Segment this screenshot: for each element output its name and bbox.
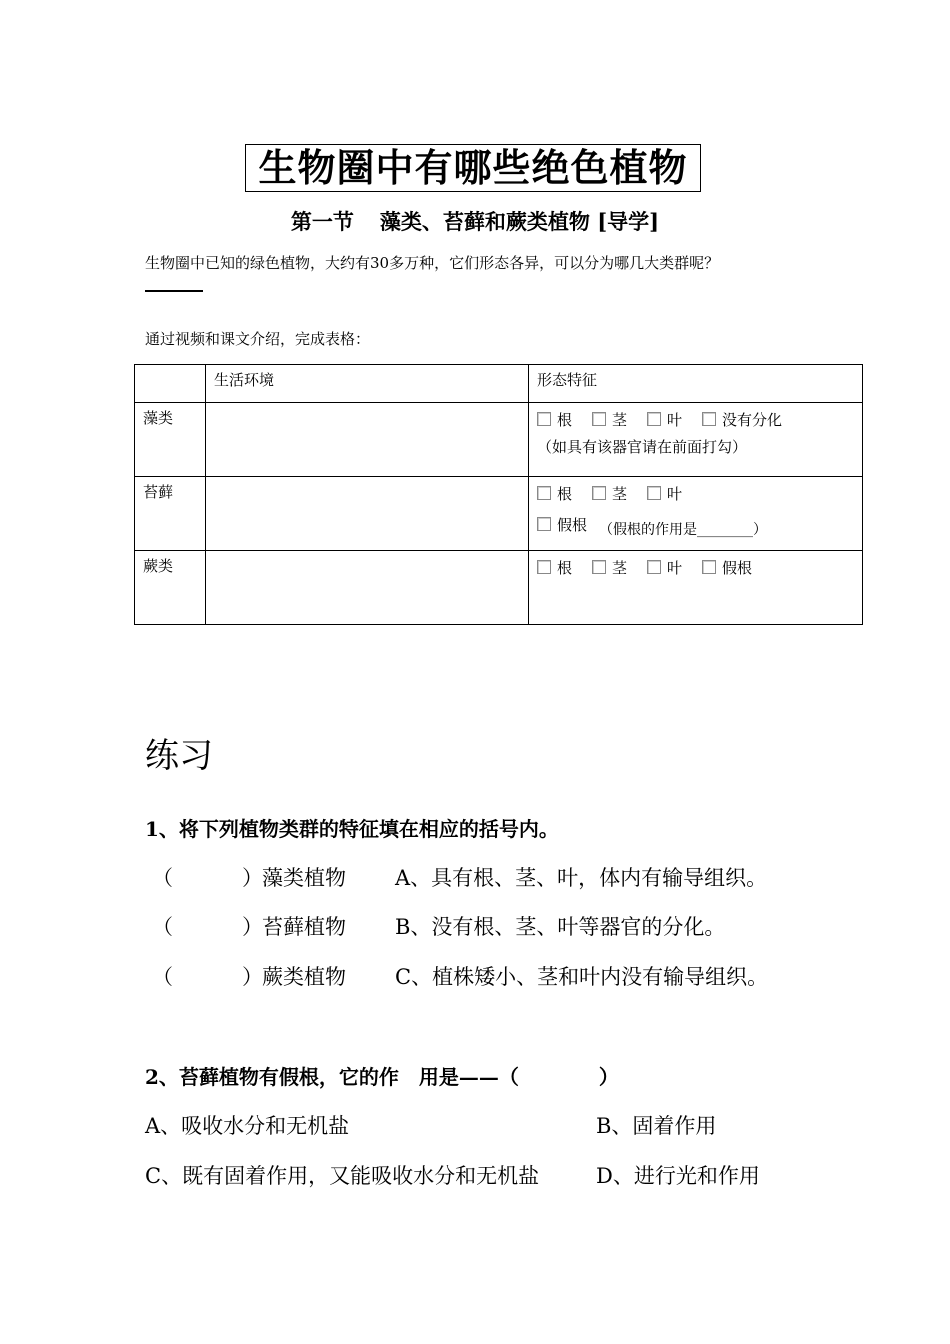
- feature-description: A、具有根、茎、叶，体内有输导组织。: [395, 866, 768, 890]
- option-label: 叶: [667, 411, 683, 429]
- section-topic: 藻类、苔藓和蕨类植物 [导学]: [379, 209, 660, 234]
- answer-paren-open[interactable]: （: [152, 866, 173, 890]
- row-label-moss: 苔藓: [135, 477, 206, 551]
- table-header-row: [135, 365, 863, 403]
- features-cell-fern: [529, 551, 863, 625]
- instruction-text: 通过视频和课文介绍，完成表格：: [145, 330, 371, 348]
- option-label: 没有分化: [722, 411, 783, 429]
- table-row: [135, 551, 863, 625]
- checkbox[interactable]: [537, 517, 551, 531]
- feature-description: C、植株矮小、茎和叶内没有输导组织。: [395, 965, 769, 989]
- row-label-algae: 藻类: [135, 403, 206, 477]
- table-row: [135, 477, 863, 551]
- option-label: 根: [557, 485, 573, 503]
- checkbox[interactable]: [647, 560, 661, 574]
- option-label: 假根: [722, 559, 753, 577]
- checkbox[interactable]: [647, 412, 661, 426]
- option-b: B、固着作用: [596, 1114, 717, 1138]
- option-c: C、既有固着作用，又能吸收水分和无机盐: [145, 1164, 540, 1188]
- environment-cell-moss[interactable]: [206, 477, 529, 551]
- row-label-fern: 蕨类: [135, 551, 206, 625]
- option-label: 根: [557, 411, 573, 429]
- match-row: [152, 961, 769, 991]
- question-2: 2、苔藓植物有假根，它的作 用是——（ ）: [145, 1065, 619, 1089]
- option-label: 叶: [667, 559, 683, 577]
- question-1: 1、将下列植物类群的特征填在相应的括号内。: [145, 817, 559, 841]
- option-label: 根: [557, 559, 573, 577]
- section-subtitle: [0, 206, 950, 236]
- option-d: D、进行光和作用: [596, 1164, 760, 1188]
- answer-paren-close: ）: [242, 965, 263, 989]
- answer-paren-open[interactable]: （: [152, 965, 173, 989]
- feature-description: B、没有根、茎、叶等器官的分化。: [395, 915, 726, 939]
- answer-paren-close: ）: [242, 915, 263, 939]
- option-label: 茎: [612, 411, 628, 429]
- checkbox[interactable]: [702, 560, 716, 574]
- rhizoid-function-prompt: （假根的作用是________）: [599, 522, 768, 538]
- environment-cell-algae[interactable]: [206, 403, 529, 477]
- plant-group: 苔藓植物: [262, 915, 346, 939]
- option-label: 茎: [612, 559, 628, 577]
- table-header-cell: [135, 365, 206, 403]
- table-header-features: 形态特征: [529, 365, 863, 403]
- option-a: A、吸收水分和无机盐: [145, 1114, 350, 1138]
- checkbox-hint: （如具有该器官请在前面打勾）: [537, 438, 748, 456]
- answer-paren-open[interactable]: （: [152, 915, 173, 939]
- option-label: 假根: [557, 516, 588, 534]
- match-row: [152, 911, 726, 941]
- checkbox[interactable]: [592, 412, 606, 426]
- checkbox[interactable]: [647, 486, 661, 500]
- checkbox[interactable]: [702, 412, 716, 426]
- checkbox[interactable]: [537, 412, 551, 426]
- classification-table: [134, 364, 863, 625]
- environment-cell-fern[interactable]: [206, 551, 529, 625]
- checkbox[interactable]: [537, 486, 551, 500]
- practice-heading: 练习: [145, 736, 213, 776]
- option-label: 叶: [667, 485, 683, 503]
- checkbox[interactable]: [537, 560, 551, 574]
- plant-group: 藻类植物: [262, 866, 346, 890]
- checkbox[interactable]: [592, 560, 606, 574]
- answer-paren-close: ）: [242, 866, 263, 890]
- match-row: [152, 862, 768, 892]
- option-label: 茎: [612, 485, 628, 503]
- table-row: [135, 403, 863, 477]
- answer-blank: [145, 290, 203, 292]
- checkbox[interactable]: [592, 486, 606, 500]
- plant-group: 蕨类植物: [262, 965, 346, 989]
- features-cell-moss: [529, 477, 863, 551]
- page-title: 生物圈中有哪些绝色植物: [245, 144, 701, 192]
- intro-text: 生物圈中已知的绿色植物，大约有30多万种，它们形态各异，可以分为哪几大类群呢？: [145, 254, 720, 272]
- section-number: 第一节: [290, 209, 354, 234]
- table-header-environment: 生活环境: [206, 365, 529, 403]
- features-cell-algae: [529, 403, 863, 477]
